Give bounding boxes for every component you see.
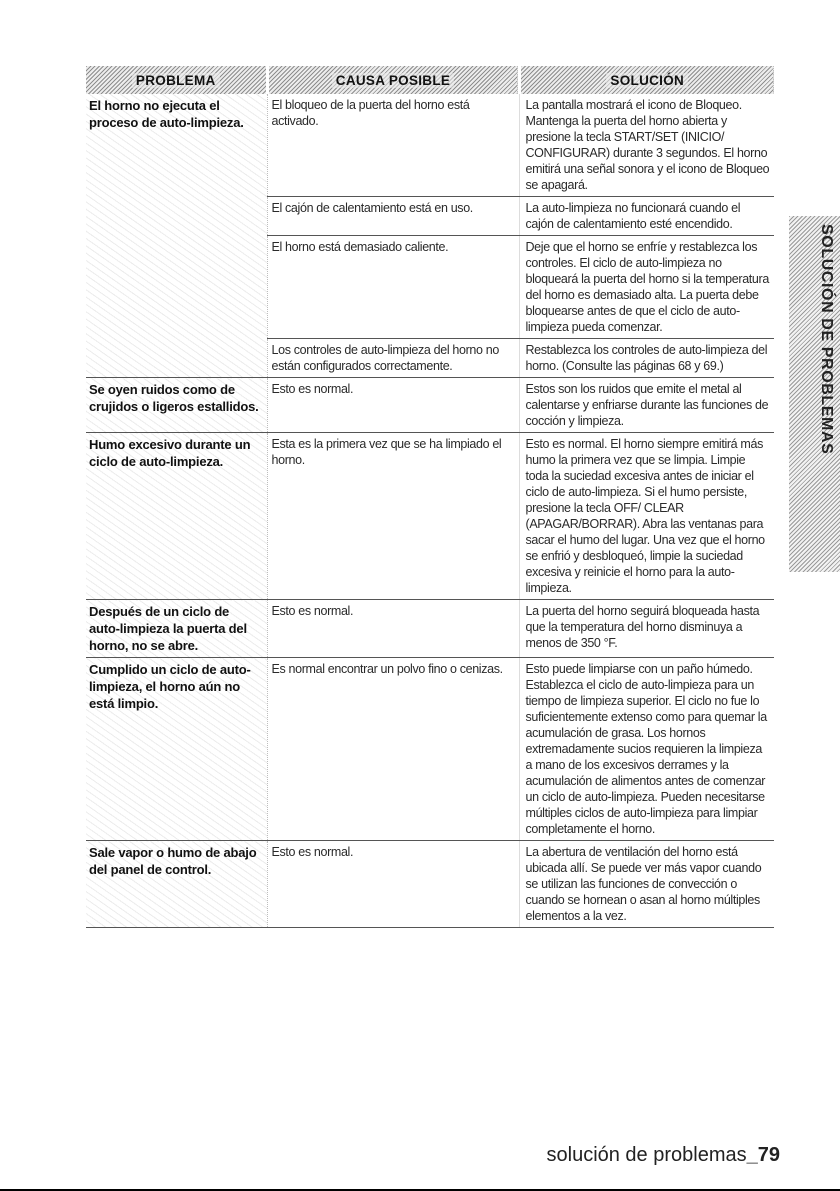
table-row bbox=[86, 433, 774, 600]
problem-cell: El horno no ejecuta el proceso de auto-limpieza. bbox=[86, 94, 267, 378]
table-body bbox=[86, 94, 774, 928]
table-row bbox=[86, 94, 774, 197]
solution-cell: La abertura de ventilación del horno está ubicada allí. Se puede ver más vapor cuando se utilizan las funciones de convección o cuando se hornean o asan al horno múltiples elementos a la vez. bbox=[519, 841, 774, 928]
problem-cell: Humo excesivo durante un ciclo de auto-limpieza. bbox=[86, 433, 267, 600]
cause-cell: Esto es normal. bbox=[267, 600, 519, 658]
header-problem: PROBLEMA bbox=[86, 66, 267, 94]
table-row bbox=[86, 658, 774, 841]
page-footer bbox=[547, 1144, 781, 1167]
troubleshooting-table bbox=[86, 66, 774, 928]
table-row bbox=[86, 600, 774, 658]
solution-cell: La puerta del horno seguirá bloqueada hasta que la temperatura del horno disminuya a menos de 350 °F. bbox=[519, 600, 774, 658]
problem-cell: Se oyen ruidos como de crujidos o ligeros estallidos. bbox=[86, 378, 267, 433]
header-solution: SOLUCIÓN bbox=[519, 66, 774, 94]
cause-cell: El bloqueo de la puerta del horno está activado. bbox=[267, 94, 519, 197]
solution-cell: Esto puede limpiarse con un paño húmedo. Establezca el ciclo de auto-limpieza para un tiempo de limpieza superior. El ciclo no fue lo suficientemente extenso como para quemar la acumulación de grasa. Los hornos extremadamente sucios requieren la limpieza a mano de los excesivos derrames y la acumulación de alimentos antes de comenzar un ciclo de auto-limpieza. Pueden necesitarse múltiples ciclos de auto-limpieza para limpiar completamente el horno. bbox=[519, 658, 774, 841]
solution-cell: Esto es normal. El horno siempre emitirá más humo la primera vez que se limpia. Limpie toda la suciedad excesiva antes de iniciar el ciclo de auto-limpieza. Si el humo persiste, presione la tecla OFF/ CLEAR (APAGAR/BORRAR). Abra las ventanas para sacar el humo del lugar. Una vez que el horno se enfrió y desbloqueó, limpie la suciedad excesiva y reinicie el horno para la auto-limpieza. bbox=[519, 433, 774, 600]
problem-cell: Cumplido un ciclo de auto-limpieza, el horno aún no está limpio. bbox=[86, 658, 267, 841]
table-row bbox=[86, 378, 774, 433]
cause-cell: El horno está demasiado caliente. bbox=[267, 236, 519, 339]
solution-cell: Estos son los ruidos que emite el metal al calentarse y enfriarse durante las funciones de cocción y limpieza. bbox=[519, 378, 774, 433]
cause-cell: Los controles de auto-limpieza del horno no están configurados correctamente. bbox=[267, 339, 519, 378]
cause-cell: Esto es normal. bbox=[267, 841, 519, 928]
side-tab-label: SOLUCIÓN DE PROBLEMAS bbox=[818, 224, 835, 455]
cause-cell: Esto es normal. bbox=[267, 378, 519, 433]
cause-cell: Esta es la primera vez que se ha limpiado el horno. bbox=[267, 433, 519, 600]
solution-cell: La auto-limpieza no funcionará cuando el cajón de calentamiento esté encendido. bbox=[519, 197, 774, 236]
solution-cell: Restablezca los controles de auto-limpieza del horno. (Consulte las páginas 68 y 69.) bbox=[519, 339, 774, 378]
footer-section-title: solución de problemas bbox=[546, 1144, 747, 1166]
solution-cell: Deje que el horno se enfríe y restablezca los controles. El ciclo de auto-limpieza no bloqueará la puerta del horno si la temperatura del horno es demasiado alta. La puerta debe bloquearse antes de que el ciclo de auto-limpieza pueda comenzar. bbox=[519, 236, 774, 339]
header-cause: CAUSA POSIBLE bbox=[267, 66, 519, 94]
page-number: _79 bbox=[746, 1144, 780, 1166]
cause-cell: El cajón de calentamiento está en uso. bbox=[267, 197, 519, 236]
solution-cell: La pantalla mostrará el icono de Bloqueo. Mantenga la puerta del horno abierta y presione la tecla START/SET (INICIO/ CONFIGURAR) durante 3 segundos. El horno emitirá una señal sonora y el icono de Bloqueo se apagará. bbox=[519, 94, 774, 197]
section-side-tab bbox=[789, 216, 840, 572]
table-header bbox=[86, 66, 774, 94]
problem-cell: Sale vapor o humo de abajo del panel de control. bbox=[86, 841, 267, 928]
cause-cell: Es normal encontrar un polvo fino o cenizas. bbox=[267, 658, 519, 841]
table-row bbox=[86, 841, 774, 928]
problem-cell: Después de un ciclo de auto-limpieza la puerta del horno, no se abre. bbox=[86, 600, 267, 658]
